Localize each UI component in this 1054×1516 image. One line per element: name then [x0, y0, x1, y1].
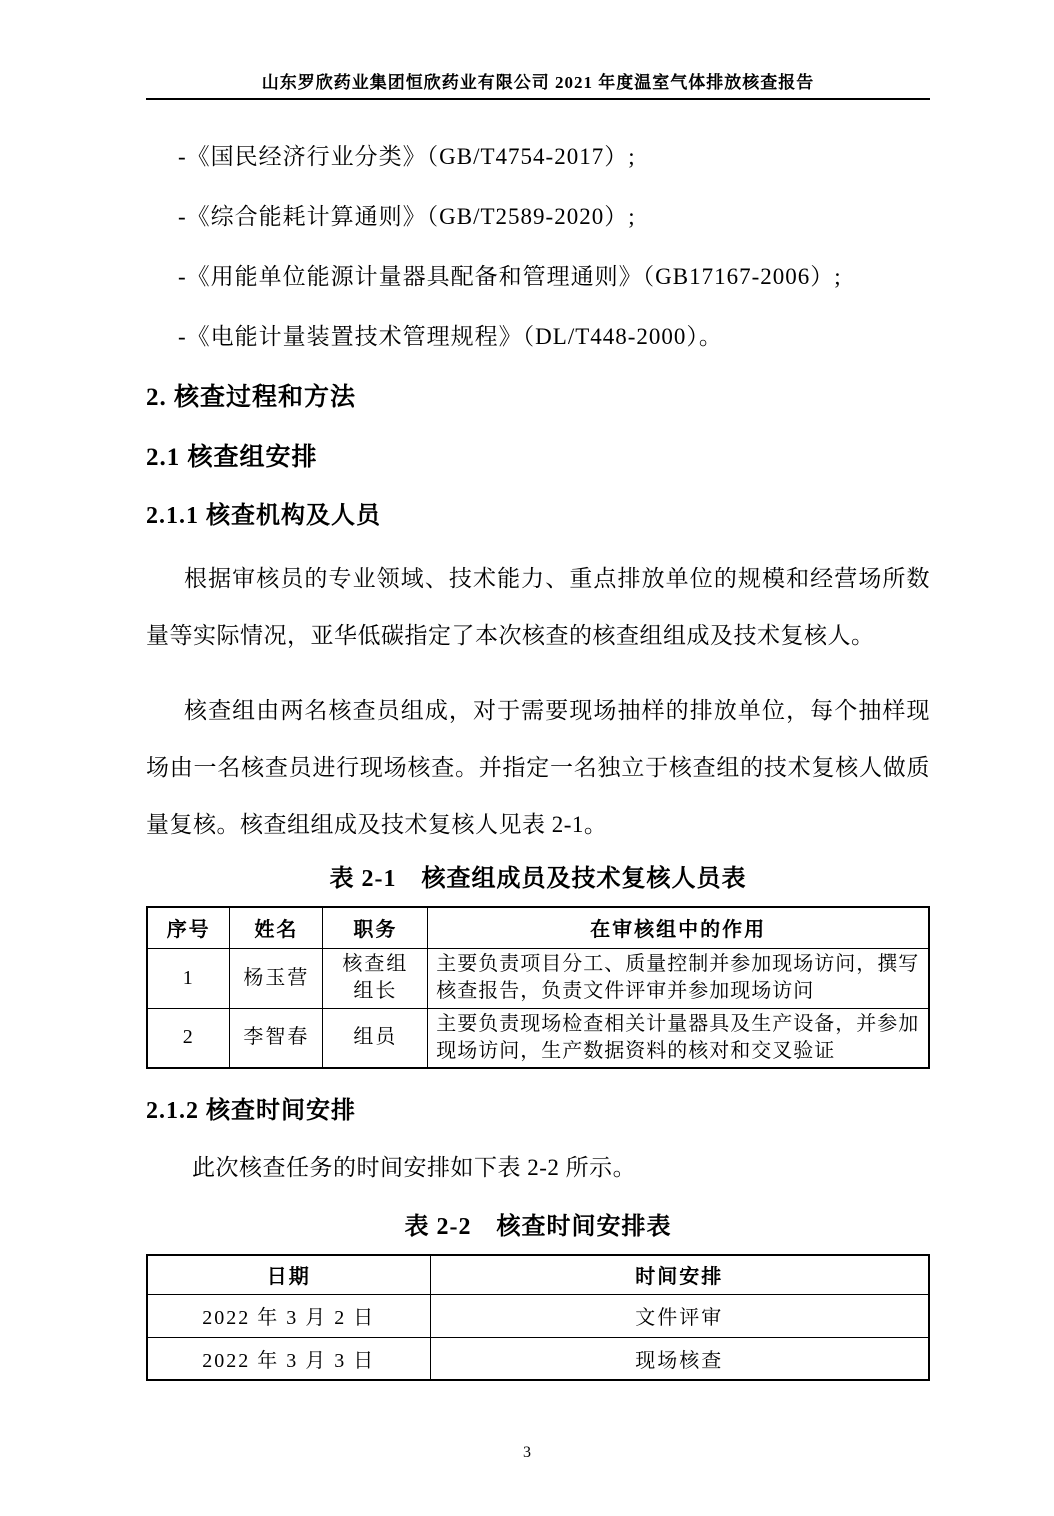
col-header-name: 姓名	[230, 907, 323, 948]
section-heading-2-1: 2.1 核查组安排	[146, 444, 318, 471]
table-header-row	[147, 1255, 929, 1294]
cell-activity: 现场核查	[430, 1337, 929, 1380]
cell-activity: 文件评审	[430, 1294, 929, 1337]
table-row	[147, 1294, 929, 1337]
col-header-serial: 序号	[147, 907, 230, 948]
cell-role	[323, 948, 428, 1008]
schedule-table	[146, 1254, 930, 1381]
section-heading-2: 2. 核查过程和方法	[146, 384, 357, 411]
cell-duty: 主要负责现场检查相关计量器具及生产设备，并参加现场访问，生产数据资料的核对和交叉验证	[428, 1008, 929, 1068]
running-header: 山东罗欣药业集团恒欣药业有限公司 2021 年度温室气体排放核查报告	[146, 0, 930, 100]
cell-serial: 1	[147, 948, 230, 1008]
cell-duty: 主要负责项目分工、质量控制并参加现场访问，撰写核查报告，负责文件评审并参加现场访问	[428, 948, 929, 1008]
cell-date: 2022 年 3 月 3 日	[147, 1337, 430, 1380]
table-row	[147, 1008, 929, 1068]
col-header-role: 职务	[323, 907, 428, 948]
col-header-date: 日期	[147, 1255, 430, 1294]
reference-standard-item: -《综合能耗计算通则》（GB/T2589-2020）;	[178, 204, 636, 229]
paragraph-schedule-intro: 此次核查任务的时间安排如下表 2-2 所示。	[192, 1155, 637, 1180]
table-row	[147, 948, 929, 1008]
paragraph-team-composition: 核查组由两名核查员组成，对于需要现场抽样的排放单位，每个抽样现场由一名核查员进行现场核查。并指定一名独立于核查组的技术复核人做质量复核。核查组组成及技术复核人见表 2-1。	[146, 698, 930, 837]
cell-role-line: 组长	[353, 980, 398, 1002]
reference-standard-item: -《国民经济行业分类》（GB/T4754-2017）;	[178, 144, 636, 169]
table-header-row	[147, 907, 929, 948]
reference-standard-item: -《电能计量装置技术管理规程》（DL/T448-2000）。	[178, 324, 723, 349]
cell-role-line: 核查组	[342, 953, 409, 975]
col-header-duty: 在审核组中的作用	[428, 907, 929, 948]
reference-standards-list	[146, 142, 930, 352]
cell-name: 杨玉营	[230, 948, 323, 1008]
verification-team-table	[146, 906, 930, 1069]
cell-role: 组员	[323, 1008, 428, 1068]
cell-date: 2022 年 3 月 2 日	[147, 1294, 430, 1337]
table-2-2-caption: 表 2-2 核查时间安排表	[404, 1214, 672, 1240]
cell-serial: 2	[147, 1008, 230, 1068]
section-heading-2-1-1: 2.1.1 核查机构及人员	[146, 503, 381, 529]
cell-name: 李智春	[230, 1008, 323, 1068]
page-number: 3	[523, 1444, 531, 1461]
paragraph-team-basis: 根据审核员的专业领域、技术能力、重点排放单位的规模和经营场所数量等实际情况，亚华低碳指定了本次核查的核查组组成及技术复核人。	[146, 566, 930, 648]
reference-standard-item: -《用能单位能源计量器具配备和管理通则》（GB17167-2006）;	[178, 264, 842, 289]
col-header-activity: 时间安排	[430, 1255, 929, 1294]
section-heading-2-1-2: 2.1.2 核查时间安排	[146, 1098, 356, 1124]
table-row	[147, 1337, 929, 1380]
table-2-1-caption: 表 2-1 核查组成员及技术复核人员表	[329, 866, 747, 892]
